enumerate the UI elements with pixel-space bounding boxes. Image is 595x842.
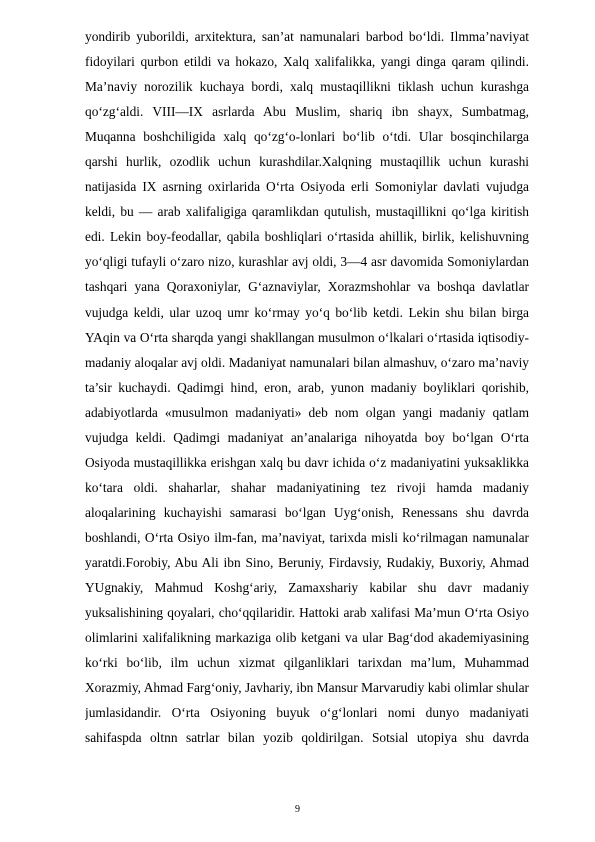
text-line: keldi, bu — arab xalifaligiga qaramlikdan qutulish, mustaqillikni qo‘lga kiritish [85, 204, 529, 220]
text-line: vujudga keldi. Qadimgi madaniyat an’analariga nihoyatda boy bo‘lgan O‘rta [85, 429, 529, 445]
text-line: olimlarini xalifalikning markaziga olib ketgani va ular Bag‘dod akademiyasining [85, 630, 529, 646]
body-paragraph [85, 24, 529, 750]
text-line: madaniy aloqalar avj oldi. Madaniyat namunalari bilan almashuv, o‘zaro ma’naviy [85, 354, 529, 370]
text-line: Ma’naviy norozilik kuchaya bordi, xalq mustaqillikni tiklash uchun kurashga [85, 79, 529, 95]
text-line: Xorazmiy, Ahmad Farg‘oniy, Javhariy, ibn Mansur Marvarudiy kabi olimlar shular [85, 680, 529, 696]
text-line: sahifaspda oltnn satrlar bilan yozib qoldirilgan. Sotsial utopiya shu davrda [85, 730, 529, 746]
page-number: 9 [295, 804, 300, 815]
text-line: yo‘qligi tufayli o‘zaro nizo, kurashlar avj oldi, 3—4 asr davomida Somoniylardan [85, 254, 529, 270]
text-line: YAqin va O‘rta sharqda yangi shakllangan musulmon o‘lkalari o‘rtasida iqtisodiy- [85, 329, 529, 345]
text-line: tashqari yana Qoraxoniylar, G‘aznaviylar, Xorazmshohlar va boshqa davlatlar [85, 279, 529, 295]
text-line: fidoyilari qurbon etildi va hokazo, Xalq xalifalikka, yangi dinga qaram qilindi. [85, 54, 529, 70]
text-line: ko‘rki bo‘lib, ilm uchun xizmat qilganliklari tarixdan ma’lum, Muhammad [85, 655, 529, 671]
text-line: YUgnakiy, Mahmud Koshg‘ariy, Zamaxshariy kabilar shu davr madaniy [85, 580, 529, 596]
text-line: yuksalishining qoyalari, cho‘qqilaridir. Hattoki arab xalifasi Ma’mun O‘rta Osiyo [85, 605, 529, 621]
text-line: jumlasidandir. O‘rta Osiyoning buyuk o‘g‘lonlari nomi dunyo madaniyati [85, 705, 529, 721]
text-line: ko‘tara oldi. shaharlar, shahar madaniyatining tez rivoji hamda madaniy [85, 479, 529, 495]
text-line: boshlandi, O‘rta Osiyo ilm-fan, ma’naviyat, tarixda misli ko‘rilmagan namunalar [85, 529, 529, 545]
text-line: vujudga keldi, ular uzoq umr ko‘rmay yo‘q bo‘lib ketdi. Lekin shu bilan birga [85, 304, 529, 320]
text-line: aloqalarining kuchayishi samarasi bo‘lgan Uyg‘onish, Renessans shu davrda [85, 504, 529, 520]
text-line: qarshi hurlik, ozodlik uchun kurashdilar.Xalqning mustaqillik uchun kurashi [85, 154, 529, 170]
text-line: Osiyoda mustaqillikka erishgan xalq bu davr ichida o‘z madaniyatini yuksaklikka [85, 454, 529, 470]
text-line: ta’sir kuchaydi. Qadimgi hind, eron, arab, yunon madaniy boyliklari qorishib, [85, 379, 529, 395]
text-line: natijasida IX asrning oxirlarida O‘rta Osiyoda erli Somoniylar davlati vujudga [85, 179, 529, 195]
text-line: Muqanna boshchiligida xalq qo‘zg‘o-lonlari bo‘lib o‘tdi. Ular bosqinchilarga [85, 129, 529, 145]
text-line: adabiyotlarda «musulmon madaniyati» deb nom olgan yangi madaniy qatlam [85, 404, 529, 420]
text-line: yaratdi.Forobiy, Abu Ali ibn Sino, Beruniy, Firdavsiy, Rudakiy, Buxoriy, Ahmad [85, 554, 529, 570]
text-line: qo‘zg‘aldi. VIII—IX asrlarda Abu Muslim, shariq ibn shayx, Sumbatmag, [85, 104, 529, 120]
text-line: yondirib yuborildi, arxitektura, san’at namunalari barbod bo‘ldi. Ilmma’naviyat [85, 29, 529, 44]
text-line: edi. Lekin boy-feodallar, qabila boshliqlari o‘rtasida ahillik, birlik, kelishuvning [85, 229, 529, 245]
